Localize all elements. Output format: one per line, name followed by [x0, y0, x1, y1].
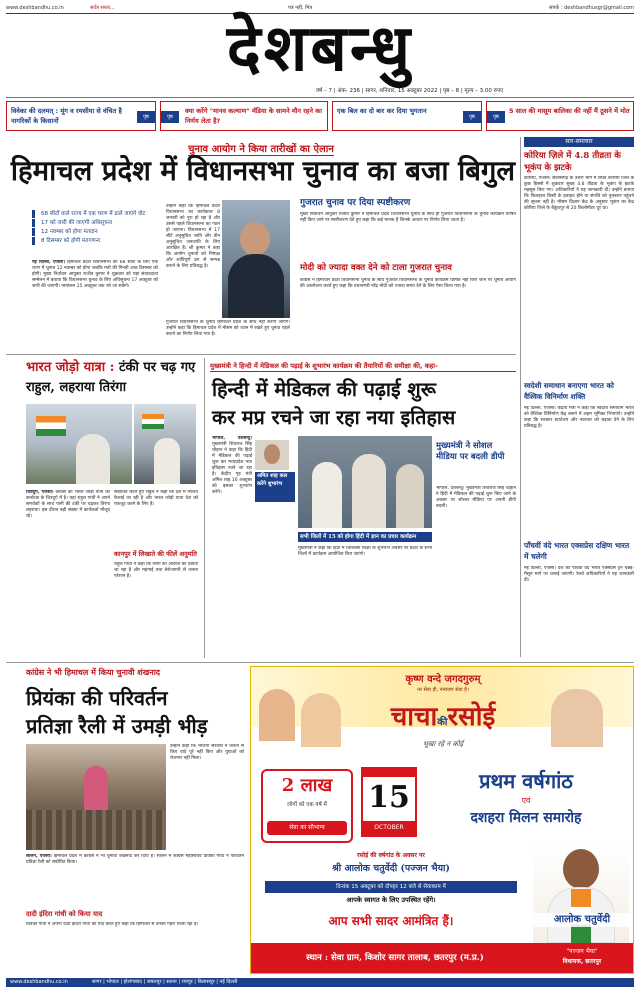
ad-person-face	[563, 849, 599, 889]
ad-title	[361, 697, 525, 737]
lead-body-2-text: उन्होंने कहा कि हिमाचल प्रदेश विधानसभा का कार्यकाल 8 जनवरी को पूरा हो रहा है और उससे पहले विधानसभा का गठन हो जाएगा। विधानसभा में 17 सीटें अनुसूचित जाति और तीन अनुसूचित जनजाति के लिए आरक्षित हैं। श्री कुमार ने कहा कि आयोग चुनावों को निष्पक्ष और शांतिपूर्ण ढंग से सम्पन्न कराने के लिए प्रतिबद्ध है।	[166, 204, 220, 269]
bharat-sub-headline[interactable]: कानपुर में लिखाते की फीलें अनुमति	[114, 550, 197, 558]
ad-person-nick: "पज्जन भैया"	[566, 948, 598, 955]
medical-side-body	[436, 486, 516, 658]
ad-detail-2: आपके स्वागत के लिए उपस्थित रहेंगे।	[346, 896, 436, 904]
ad-host-pre: रसोई की वर्षगांठ के अवसर पर	[357, 852, 425, 859]
flag-icon-2	[142, 414, 164, 429]
ad-line-3: दशहरा मिलन समारोह	[470, 810, 582, 826]
ad-top-title: कृष्ण वन्दे जगदगुरुम्	[405, 674, 481, 685]
bharat-divider	[204, 358, 205, 658]
lead-photo	[222, 200, 290, 318]
lead-body-3-text: गुजरात विधानसभा के चुनाव हिमाचल प्रदेश के साथ नहीं कराए जाएंगे। उन्होंने कहा कि हिमाचल प्रदेश में मौसम को ध्यान में रखते हुए चुनाव पहले कराने का निर्णय लिया गया है।	[166, 320, 290, 337]
medical-sub-headline[interactable]: सभी जिलों में 15 को होगा हिंदी में ज्ञान का प्रचार कार्यक्रम	[298, 532, 432, 542]
ad-venue: स्थान : सेवा ग्राम, किशोर सागर तालाब, छतरपुर (म.प्र.)	[306, 953, 484, 963]
lead-kicker-text: चुनाव आयोग ने किया तारीखों का ऐलान	[188, 144, 334, 155]
gujarat-sub-body	[300, 278, 516, 350]
medical-headline-b: कर मप्र रचने जा रहा नया इतिहास	[212, 406, 456, 429]
ad-line-1: प्रथम वर्षगांठ	[479, 769, 573, 793]
sidebar-divider	[520, 137, 521, 657]
medical-sub-body-text: मुख्यमंत्री ने कहा कि हिंदी में चिकित्सा शिक्षा के शुभारंभ अवसर पर प्रदेश के सभी जिलों में कार्यक्रम आयोजित किए जाएंगे।	[298, 546, 432, 557]
ad-badge-foot: सेवा का सौभाग्य	[267, 821, 347, 835]
ad-host: श्री आलोक चतुर्वेदी (पज्जन भैया)	[332, 863, 450, 874]
congress-body-text: हिमाचल प्रदेश में कांग्रेस ने भी चुनावी शंखनाद कर दिया है। सोलन में कांग्रेस महासचिव प्रियंका गांधी ने परिवर्तन प्रतिज्ञा रैली को संबोधित किया।	[26, 854, 244, 865]
teaser-3-page: पृष्ठ	[463, 111, 481, 123]
masthead-info: वर्ष – 7 | अंक- 236 | सागर, शनिवार, 15 अक्टूबर 2022 | पृष्ठ – 8 | मूल्य – 3.00 रुपए	[316, 88, 504, 94]
ad-sub: भूखा रहे न कोई	[422, 740, 464, 748]
congress-photo-crowd	[26, 810, 166, 850]
masthead-rule	[6, 97, 634, 98]
teaser-4-page: पृष्ठ	[487, 111, 505, 123]
ad-top-sub: नर सेवा ही, नारायण सेवा है।	[417, 687, 469, 693]
ad-invite: आप सभी सादर आमंत्रित हैं।	[328, 914, 454, 928]
lead-kicker	[6, 137, 516, 155]
bharat-photo-2	[134, 404, 196, 484]
top-tagline-left: सर्वत्र सस्ता...	[90, 5, 115, 11]
lead-bullet-4: 8 दिसम्बर को होगी मतगणना	[32, 237, 158, 245]
sidebar-headline-3[interactable]: पाँचवीं वंदे भारत एक्सप्रेस दक्षिण भारत में चलेगी	[524, 541, 630, 561]
ad-title-c: रसोई	[447, 702, 496, 732]
ad-badge-small: लोगों को एक वर्ष में	[287, 802, 327, 808]
ad-portrait-left-1	[259, 689, 295, 741]
medical-sub-body	[298, 546, 432, 658]
sidebar-headline-1[interactable]: कोरिया ज़िले में 4.8 तीव्रता के भूकंप के झटके	[524, 151, 621, 173]
medical-side-body-text: भोपाल, देशबन्धु। मुख्यमंत्री शिवराज सिंह चौहान ने हिंदी में मेडिकल की पढ़ाई शुरू किए जाने के अवसर पर सोशल मीडिया पर अपनी डीपी बदली।	[436, 486, 516, 509]
bharat-headline-a: भारत जोड़ो यात्रा :	[26, 360, 115, 375]
congress-body-2-text: उन्होंने कहा कि भाजपा सरकार ने जनता से किए वादे पूरे नहीं किए और युवाओं को रोजगार नहीं मिला।	[170, 744, 244, 761]
congress-side-body	[170, 744, 244, 850]
teaser-strip	[6, 101, 634, 131]
ad-badge	[261, 769, 353, 843]
advertisement[interactable]	[250, 666, 634, 974]
ad-title-b: की	[437, 717, 448, 728]
bharat-body-text: कांग्रेस की भारत जोड़ो यात्रा का कर्नाटक के चित्रदुर्ग में है। यहां राहुल गांधी ने अपने समर्थकों के साथ पानी की टंकी पर चढ़कर तिरंगा लहराया। इस दौरान बड़ी संख्या में कार्यकर्ता मौजूद रहे।	[26, 490, 110, 519]
bharat-headline[interactable]	[26, 358, 196, 400]
ad-title-a: चाचा	[390, 702, 438, 732]
lead-body-1	[32, 260, 158, 350]
bharat-body-2	[114, 490, 198, 546]
bharat-sub-body-text: राहुल गांधी ने कहा कि लोगों की आवाज को दबाया जा रहा है और महंगाई तथा बेरोजगारी से जनता परेशान है।	[114, 562, 198, 579]
congress-photo	[26, 744, 166, 850]
medical-photo-shah	[255, 440, 289, 470]
calendar-icon	[363, 769, 415, 777]
ad-badge-big: 2 लाख	[281, 775, 333, 796]
ad-date-num: 15	[368, 780, 410, 815]
lead-bullet-2: 17 को जारी की जाएगी अधिसूचना	[32, 219, 158, 227]
ad-date-box	[361, 767, 417, 837]
medical-photo-main-person-2	[352, 454, 386, 528]
congress-photo-speaker	[84, 766, 108, 810]
ad-portrait-right	[551, 689, 603, 747]
bharat-photo-1-person	[76, 434, 110, 484]
teaser-1-page: पृष्ठ	[137, 111, 155, 123]
sidebar-section: सार-समाचार	[524, 137, 634, 147]
congress-sub-body	[26, 922, 244, 972]
masthead-logo: देशबन्धु	[226, 12, 414, 86]
medical-kicker: मुख्यमंत्री ने हिन्दी में मेडिकल की पढ़ाई के शुभारंभ कार्यक्रम की तैयारियों की समीक्षा की, कहा-	[210, 360, 516, 372]
flag-icon	[36, 416, 66, 436]
sidebar-body-3-text: नई दिल्ली, एजेंसी। देश की पांचवीं वंदे भारत एक्सप्रेस ट्रेन चेन्नई-मैसूरु मार्ग पर चलाई जाएगी। रेलवे अधिकारियों ने यह जानकारी दी।	[524, 566, 634, 583]
top-website[interactable]: www.deshbandhu.co.in	[6, 5, 64, 11]
medical-dateline: भोपाल, देशबन्धु।	[212, 436, 252, 441]
congress-sub-body-text: प्रियंका गांधी ने अपनी दादी इंदिरा गांधी को याद करते हुए कहा कि हिमाचल से उनका गहरा रिश्ता रहा है।	[26, 922, 199, 927]
top-contact: संपर्क : deshbandhusgr@gmail.com	[549, 5, 634, 11]
sidebar-headline-2[interactable]: स्वदेशी समाधान बनाएगा भारत को वैश्विक विनिर्माण शक्ति	[524, 381, 614, 401]
bharat-photo-2-person	[154, 438, 180, 484]
congress-headline-a: प्रियंका की परिवर्तन	[26, 686, 168, 710]
footer-bar	[6, 978, 634, 987]
sidebar-body-2	[524, 406, 634, 536]
lead-bullets	[32, 210, 158, 245]
lead-photo-face	[240, 222, 270, 256]
ad-person-photo	[533, 843, 629, 943]
ad-person-role: विधायक, छतरपुर	[562, 958, 602, 965]
congress-body	[26, 854, 244, 906]
medical-photo-shah-face	[264, 444, 280, 464]
bharat-photo-1	[26, 404, 132, 484]
lead-headline[interactable]: हिमाचल प्रदेश में विधानसभा चुनाव का बजा बिगुल	[10, 155, 516, 187]
teaser-2-text: क्या करेंगे "मानव कल्याण" मॅडिया के सामने मौन रहने का निर्णय लेता है?	[185, 107, 322, 125]
ad-date-month: OCTOBER	[363, 821, 415, 835]
congress-headline[interactable]	[26, 684, 244, 740]
congress-sub-headline[interactable]: दादी इंदिरा गांधी को किया याद	[26, 910, 103, 918]
medical-caption: अमित शाह कल करेंगे शुभारंभ	[255, 472, 295, 502]
teaser-2-page: पृष्ठ	[161, 111, 179, 123]
mid-bottom-rule	[6, 662, 634, 663]
medical-side-headline[interactable]: मुख्यमंत्री ने सोशल मीडिया पर बदली डीपी	[436, 440, 505, 461]
ad-portrait-left-2	[301, 693, 341, 747]
lead-bottom-rule	[6, 354, 516, 355]
lead-body-2	[166, 204, 220, 318]
lead-bullet-3: 12 नवम्बर को होगा मतदान	[32, 228, 158, 236]
gujarat-sub-body-text: कांग्रेस ने हिमाचल प्रदेश विधानसभा चुनाव के साथ गुजरात विधानसभा के चुनाव कार्यक्रम घोषित नहीं किए जाने पर चुनाव आयोग की आलोचना करते हुए कहा कि प्रधानमंत्री नरेंद्र मोदी को ज्यादा समय देने के लिए ऐसा किया गया है।	[300, 278, 516, 289]
medical-photo-main	[298, 436, 432, 528]
congress-headline-b: प्रतिज्ञा रैली में उमड़ी भीड़	[26, 714, 208, 738]
ad-detail: दिनांक 15 अक्टूबर को दोपहर 12 बजे से सेवाकाम में	[265, 881, 517, 893]
congress-kicker: कांग्रेस ने भी हिमाचल में किया चुनावी शंखनाद	[26, 668, 161, 677]
bharat-sub-body	[114, 562, 198, 658]
gujarat-headline[interactable]: गुजरात चुनाव पर दिया स्पष्टीकरण	[300, 198, 411, 208]
medical-headline[interactable]	[212, 376, 516, 432]
footer-cities: सागर | भोपाल | होशंगाबाद | जबलपुर | सतना | रायपुर | बिलासपुर | नई दिल्ली	[92, 979, 238, 985]
teaser-1[interactable]	[6, 101, 156, 131]
gujarat-sub-headline[interactable]: मोदी को ज्यादा वक्त देने को टाला गुजरात चुनाव	[300, 263, 452, 273]
teaser-4[interactable]	[486, 101, 634, 131]
gujarat-body-text: मुख्य निर्वाचन आयुक्त राजीव कुमार ने हिमाचल प्रदेश विधानसभा चुनाव के साथ ही गुजरात विधानसभा के चुनाव कार्यक्रम घोषित नहीं किए जाने पर स्पष्टीकरण देते हुए कहा कि कई मानक हैं जिनके आधार पर निर्णय लिया जाता है।	[300, 212, 516, 223]
lead-dateline: नई दिल्ली, एजेंसी।	[32, 260, 65, 265]
medical-photo-main-person-3	[396, 464, 424, 528]
teaser-3-text: एक बिल का दो बार कर दिया भुगतान	[337, 107, 427, 115]
teaser-4-text: 5 साल की मासूम बालिका की नहीं मैं ठूसने में मोत	[509, 107, 630, 115]
medical-body-text: मुख्यमंत्री शिवराज सिंह चौहान ने कहा कि हिंदी में मेडिकल की पढ़ाई शुरू कर मध्यप्रदेश नया इतिहास रचने जा रहा है। केंद्रीय गृह मंत्री अमित शाह 16 अक्टूबर को इसका शुभारंभ करेंगे।	[212, 442, 252, 495]
teaser-3[interactable]	[332, 101, 482, 131]
sidebar-body-2-text: नई दिल्ली, एजेंसी। केंद्रीय मंत्री ने कहा कि स्वदेशी समाधान भारत को वैश्विक विनिर्माण केंद्र बनाने में अहम भूमिका निभाएंगे। उन्होंने कहा कि सरकार स्टार्टअप और नवाचार को बढ़ावा देने के लिए प्रतिबद्ध है।	[524, 406, 634, 429]
gujarat-body	[300, 212, 516, 256]
ad-line-2: एवं	[521, 796, 531, 805]
lead-body-3	[166, 320, 290, 350]
bharat-headline-b: टंकी पर चढ़ गए राहुल, लहराया तिरंगा	[26, 360, 196, 395]
lead-bullet-1: 68 सीटों वाले राज्य में एक चरण में डाले जाएंगे वोट	[32, 210, 158, 218]
lead-photo-body	[228, 254, 284, 318]
sidebar-body-1-text: कोरिया, एजेंसी। छत्तीसगढ़ के उत्तरी भाग में स्थित कोरिया जिले के कुछ हिस्सों में शुक्रवार सुबह 4.8 तीव्रता के भूकंप के झटके महसूस किए गए। अधिकारियों ने यह जानकारी दी। उन्होंने बताया कि फिलहाल किसी के हताहत होने या संपत्ति को नुकसान पहुंचने की सूचना नहीं है। मौसम विज्ञान केंद्र के अनुसार भूकंप का केंद्र कोरिया जिले के बैकुंठपुर से 20 किलोमीटर दूर था।	[524, 176, 634, 211]
ad-person-name: आलोक चतुर्वेदी	[533, 913, 631, 927]
congress-dateline: सोलन, एजेंसी।	[26, 854, 52, 859]
footer-website[interactable]: www.deshbandhu.co.in	[10, 979, 68, 985]
bharat-dateline: चित्रदुर्ग, एजेंसी।	[26, 490, 54, 495]
sidebar-body-1	[524, 176, 634, 376]
medical-body	[212, 436, 252, 532]
sidebar-body-3	[524, 566, 634, 658]
lead-body-text: हिमाचल प्रदेश विधानसभा की 68 सीटों के लिए एक चरण में चुनाव 12 नवम्बर को होगा जबकि मतों की गिनती आठ दिसम्बर को होगी। मुख्य निर्वाचन आयुक्त राजीव कुमार ने शुक्रवार को यहां संवाददाता सम्मेलन में बताया कि विधानसभा चुनाव के लिए अधिसूचना 17 अक्टूबर को जारी की जाएगी। नामांकन 25 अक्टूबर तक भरे जा सकेंगे।	[32, 260, 158, 289]
medical-photo-main-person-1	[312, 462, 342, 528]
top-tagline-center: पत्र नहीं, मित्र	[288, 5, 313, 11]
teaser-2[interactable]	[160, 101, 328, 131]
bharat-body-2-text: संबोधित करते हुए राहुल ने कहा कि देश में नफरत फैलाई जा रही है और भारत जोड़ो यात्रा देश को एकजुट करने के लिए है।	[114, 490, 198, 507]
teaser-1-text: विवेका की दलमत् : मूंग व रमसीया से वंचित है नागरिकों के किसानों	[11, 107, 122, 125]
medical-headline-a: हिन्दी में मेडिकल की पढ़ाई शुरू	[212, 378, 436, 401]
bharat-body	[26, 490, 110, 658]
